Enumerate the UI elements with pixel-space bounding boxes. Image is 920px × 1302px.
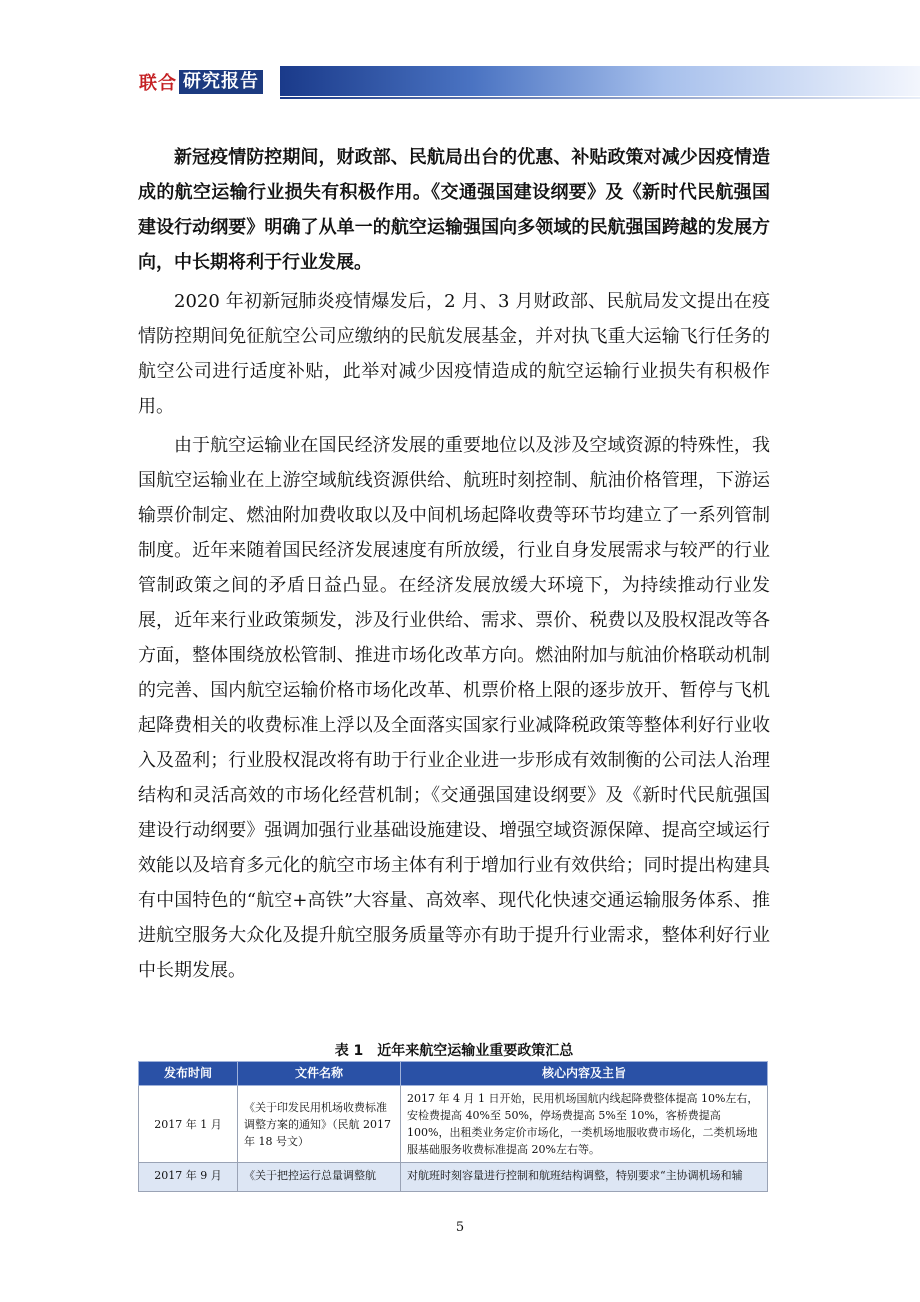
table-row xyxy=(139,1086,768,1163)
cell-document xyxy=(238,1163,401,1192)
logo-prefix: 联合 xyxy=(139,73,177,94)
column-header-content: 核心内容及主旨 xyxy=(401,1062,768,1086)
cell-content: 2017 年 4 月 1 日开始，民用机场国航内线起降费整体提高 10%左右，安检费提高 40%至 50%，停场费提高 5%至 10%，客桥费提高 100%，出租类业务定价市场化，一类机场地服收费市场化，二类机场地服基础服务收费标准提高 20%左右等。 xyxy=(401,1086,768,1163)
report-header xyxy=(139,64,920,98)
page-number: 5 xyxy=(455,1220,465,1235)
header-gradient-band xyxy=(280,66,920,96)
column-header-date: 发布时间 xyxy=(139,1062,238,1086)
policy-table xyxy=(138,1061,768,1192)
cell-date: 2017 年 1 月 xyxy=(139,1086,238,1163)
column-header-document: 文件名称 xyxy=(238,1062,401,1086)
body-paragraph: 2020 年初新冠肺炎疫情爆发后，2 月、3 月财政部、民航局发文提出在疫情防控期间免征航空公司应缴纳的民航发展基金，并对执飞重大运输飞行任务的航空公司进行适度补贴，此举对减少因疫情造成的航空运输行业损失有积极作用。 xyxy=(138,291,770,417)
body-text xyxy=(138,140,770,992)
table-title: 表 1 近年来航空运输业重要政策汇总 xyxy=(334,1043,574,1059)
body-paragraph: 由于航空运输业在国民经济发展的重要地位以及涉及空域资源的特殊性，我国航空运输业在上游空域航线资源供给、航班时刻控制、航油价格管理，下游运输票价制定、燃油附加费收取以及中间机场起降收费等环节均建立了一系列管制制度。近年来随着国民经济发展速度有所放缓，行业自身发展需求与较严的行业管制政策之间的矛盾日益凸显。在经济发展放缓大环境下，为持续推动行业发展，近年来行业政策频发，涉及行业供给、需求、票价、税费以及股权混改等各方面，整体围绕放松管制、推进市场化改革方向。燃油附加与航油价格联动机制的完善、国内航空运输价格市场化改革、机票价格上限的逐步放开、暂停与飞机起降费相关的收费标准上浮以及全面落实国家行业减降税政策等整体利好行业收入及盈利；行业股权混改将有助于行业企业进一步形成有效制衡的公司法人治理结构和灵活高效的市场化经营机制；《交通强国建设纲要》及《新时代民航强国建设行动纲要》强调加强行业基础设施建设、增强空域资源保障、提高空域运行效能以及培育多元化的航空市场主体有利于增加行业有效供给；同时提出构建具有中国特色的“航空+高铁”大容量、高效率、现代化快速交通运输服务体系、推进航空服务大众化及提升航空服务质量等亦有助于提升行业需求，整体利好行业中长期发展。 xyxy=(138,435,770,981)
summary-paragraph: 新冠疫情防控期间，财政部、民航局出台的优惠、补贴政策对减少因疫情造成的航空运输行业损失有积极作用。《交通强国建设纲要》及《新时代民航强国建设行动纲要》明确了从单一的航空运输强国向多领域的民航强国跨越的发展方向，中长期将利于行业发展。 xyxy=(138,147,770,273)
cell-date xyxy=(139,1163,238,1192)
cell-content-text: 对航班时刻容量进行控制和航班结构调整，特别要求“主协调机场和辅 xyxy=(407,1169,743,1182)
table-header-row xyxy=(139,1062,768,1086)
cell-content xyxy=(401,1163,768,1192)
logo-boxed-text: 研究报告 xyxy=(179,70,263,94)
report-logo xyxy=(139,70,263,94)
cell-document: 《关于印发民用机场收费标准调整方案的通知》（民航 2017 年 18 号文） xyxy=(238,1086,401,1163)
cell-document-text: 《关于把控运行总量调整航 xyxy=(244,1169,376,1182)
cell-date-text: 2017 年 9 月 xyxy=(154,1169,222,1182)
table-row xyxy=(139,1163,768,1192)
